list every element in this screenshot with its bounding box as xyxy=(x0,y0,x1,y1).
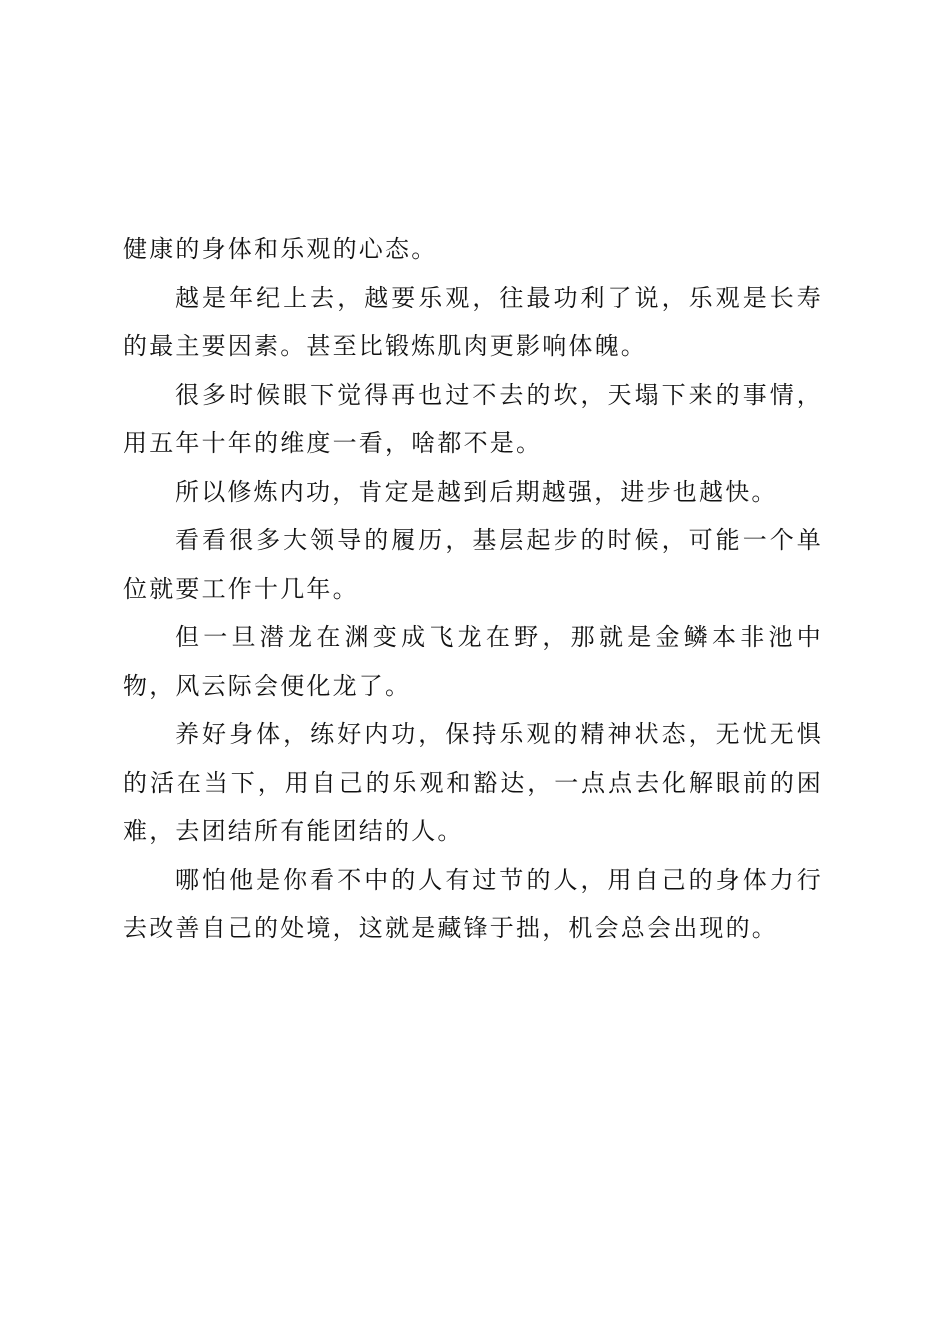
paragraph-4: 所以修炼内功，肯定是越到后期越强，进步也越快。 xyxy=(175,477,778,506)
paragraph-2: 越是年纪上去，越要乐观，往最功利了说，乐观是长寿的最主要因素。甚至比锻炼肌肉更影响体魄。 xyxy=(123,283,823,360)
paragraph-1: 健康的身体和乐观的心态。 xyxy=(123,235,438,263)
paragraph-5: 看看很多大领导的履历，基层起步的时候，可能一个单位就要工作十几年。 xyxy=(123,526,823,603)
paragraph-7: 养好身体，练好内功，保持乐观的精神状态，无忧无惧的活在当下，用自己的乐观和豁达，一点点去化解眼前的困难，去团结所有能团结的人。 xyxy=(123,720,823,845)
document-body xyxy=(123,225,823,953)
paragraph-3: 很多时候眼下觉得再也过不去的坎，天塌下来的事情，用五年十年的维度一看，啥都不是。 xyxy=(123,380,823,457)
paragraph-6: 但一旦潜龙在渊变成飞龙在野，那就是金鳞本非池中物，风云际会便化龙了。 xyxy=(123,623,823,700)
paragraph-8: 哪怕他是你看不中的人有过节的人，用自己的身体力行去改善自己的处境，这就是藏锋于拙，机会总会出现的。 xyxy=(123,865,823,942)
